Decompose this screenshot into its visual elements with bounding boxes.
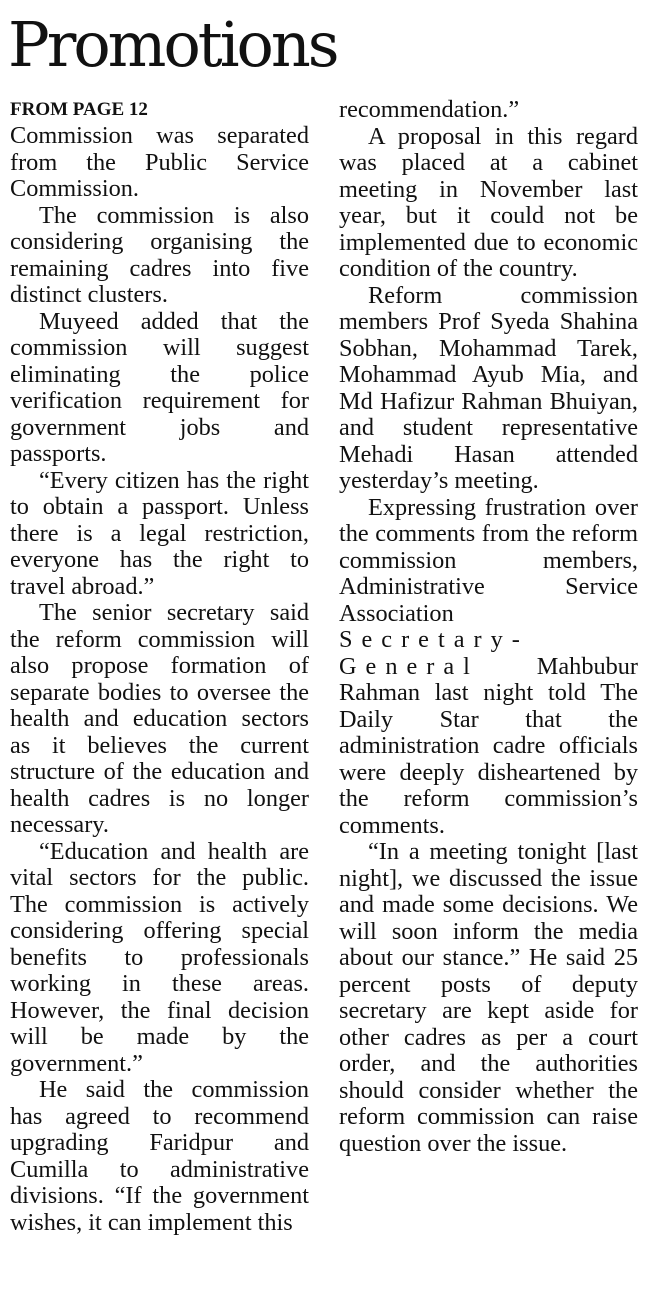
article-paragraph: Muyeed added that the commission will suggest eliminating the police verification requirement for government jobs and passports. [10,307,309,467]
article-paragraph: The senior secretary said the reform commission will also propose formation of separate bodies to oversee the health and education sectors as it believes the current structure of the education and health cadres is no longer necessary. [10,599,309,838]
article-paragraph: “In a meeting tonight [last night], we discussed the issue and made some decisions. We will soon inform the media about our stance.” He said 25 percent posts of deputy secretary are kept aside for other cadres as per a court order, and the authorities should consider whether the reform commission can raise question over the issue. [339,838,638,1157]
article-paragraph: The commission is also considering organising the remaining cadres into five distinct clusters. [10,201,309,308]
article-paragraph: Reform commission members Prof Syeda Shahina Sobhan, Mohammad Tarek, Mohammad Ayub Mia, and Md Hafizur Rahman Bhuiyan, and student representative Mehadi Hasan attended yesterday’s meeting. [339,281,638,494]
paragraph-text: Mahbubur Rahman last night told The Daily Star that the administration cadre officials were deeply disheartened by the reform commission’s comments. [339,652,638,839]
article-column-right [339,97,638,1157]
article-paragraph [339,495,638,840]
paragraph-text: Expressing frustration over the comments from the reform commission members, Administrative Service Association [339,493,638,627]
article-paragraph: recommendation.” [339,96,520,123]
article-column-left [10,97,309,1236]
article-paragraph: “Education and health are vital sectors for the public. The commission is actively considering offering special benefits to professionals working in these areas. However, the final decision will be made by the government.” [10,837,309,1077]
spaced-title-text: Secretary-General [339,626,529,680]
jump-label: FROM PAGE 12 [10,99,148,120]
headline: Promotions [8,8,337,81]
article-paragraph: He said the commission has agreed to recommend upgrading Faridpur and Cumilla to administrative divisions. “If the government wishes, it can implement this [10,1076,309,1236]
article-paragraph: “Every citizen has the right to obtain a passport. Unless there is a legal restriction, everyone has the right to travel abroad.” [10,466,309,600]
article-paragraph: Commission was separated from the Public Service Commission. [10,122,309,202]
article-paragraph: A proposal in this regard was placed at a cabinet meeting in November last year, but it could not be implemented due to economic condition of the country. [339,122,638,282]
